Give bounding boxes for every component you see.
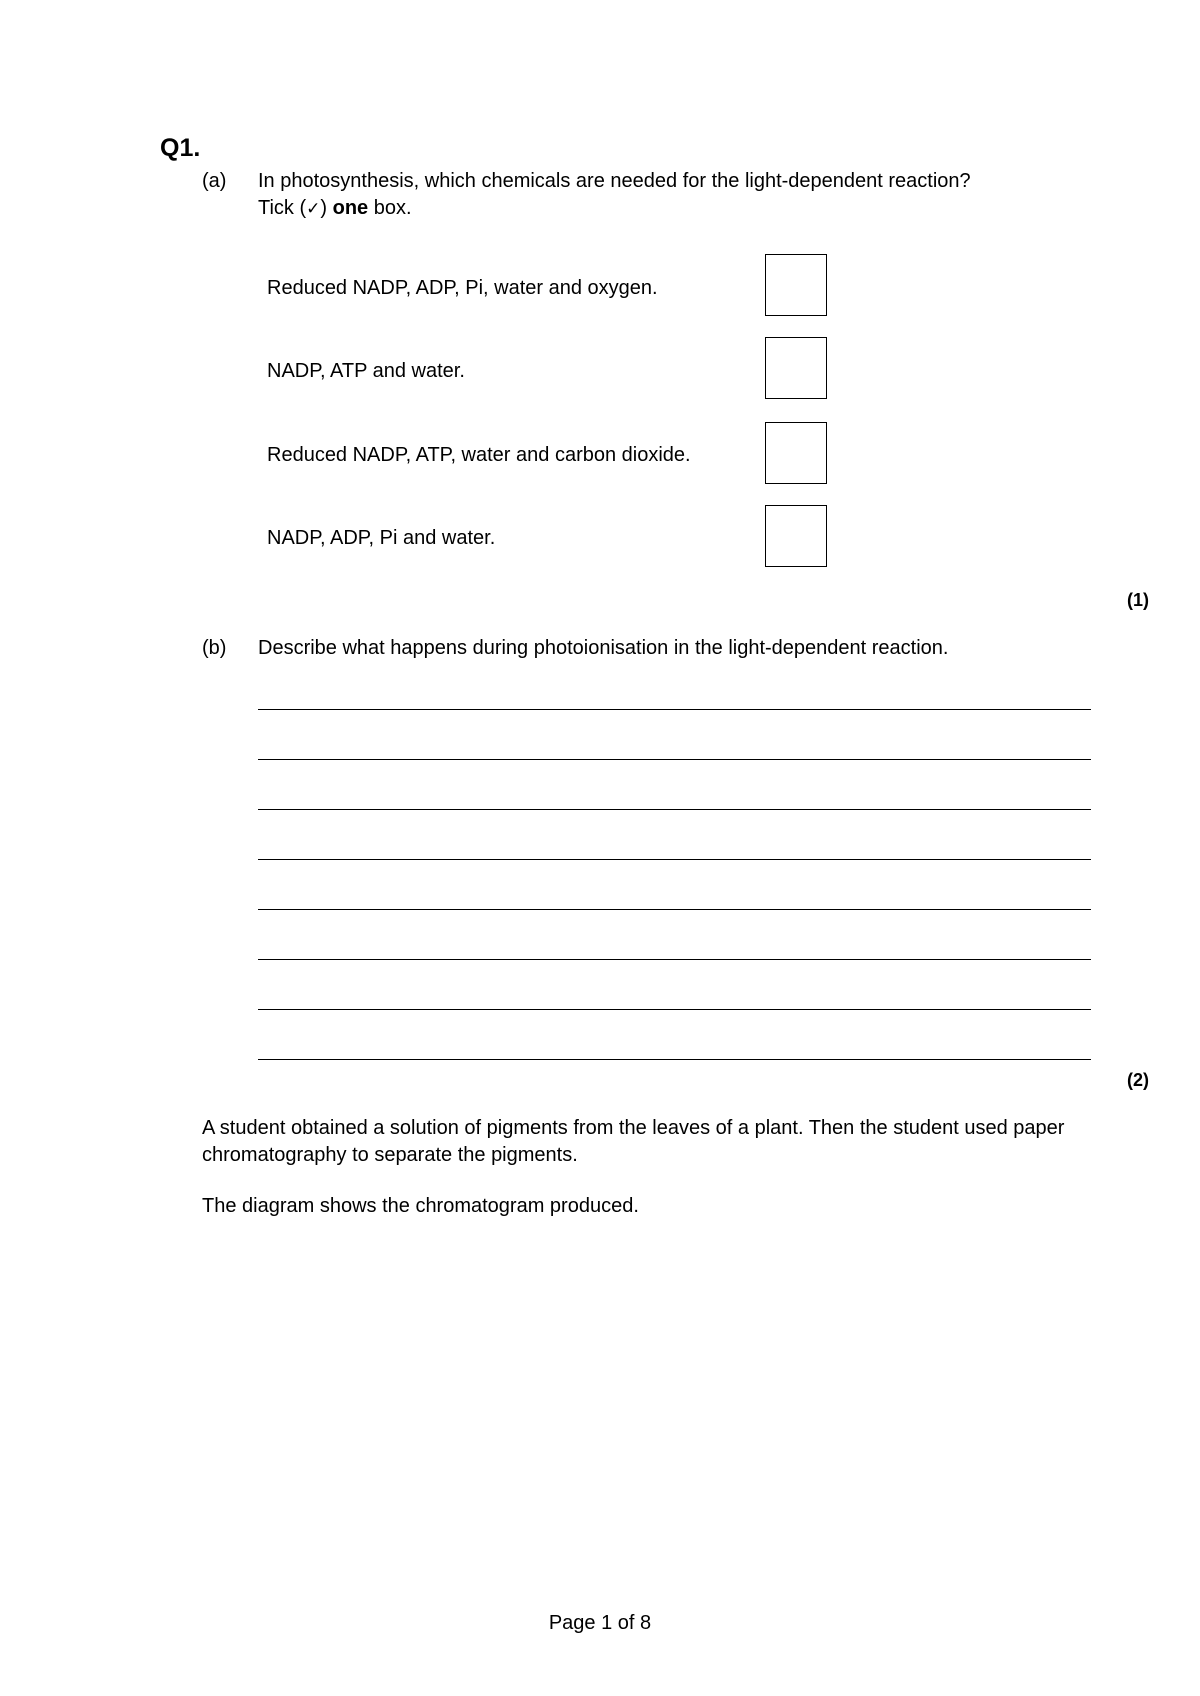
- answer-line[interactable]: [258, 709, 1091, 710]
- option-4-text: NADP, ADP, Pi and water.: [267, 527, 496, 549]
- answer-line[interactable]: [258, 809, 1091, 810]
- part-b-marks: (2): [1127, 1070, 1149, 1090]
- page-number: Page 1 of 8: [548, 1612, 652, 1634]
- part-b-prompt: Describe what happens during photoionisation in the light-dependent reaction.: [258, 637, 949, 659]
- option-3-tick-box[interactable]: [765, 422, 827, 484]
- part-a-label: (a): [202, 170, 227, 192]
- instruction-mid: ): [320, 197, 333, 219]
- answer-line[interactable]: [258, 1009, 1091, 1010]
- option-2-text: NADP, ATP and water.: [267, 360, 465, 382]
- part-a-instruction: [258, 197, 412, 220]
- option-1-text: Reduced NADP, ADP, Pi, water and oxygen.: [267, 277, 658, 299]
- context-paragraph-1: A student obtained a solution of pigments from the leaves of a plant. Then the student used paper chromatography to separate the pigments.: [202, 1117, 1065, 1166]
- answer-line[interactable]: [258, 909, 1091, 910]
- answer-line[interactable]: [258, 759, 1091, 760]
- option-2-tick-box[interactable]: [765, 337, 827, 399]
- tick-mark-icon: ✓: [306, 199, 321, 219]
- instruction-bold: one: [332, 197, 369, 219]
- part-a-marks: (1): [1127, 590, 1149, 610]
- answer-line[interactable]: [258, 859, 1091, 860]
- question-number: Q1.: [160, 134, 201, 162]
- option-4-tick-box[interactable]: [765, 505, 827, 567]
- option-3-text: Reduced NADP, ATP, water and carbon dioxide.: [267, 444, 691, 466]
- instruction-pre: Tick (: [258, 197, 307, 219]
- answer-line[interactable]: [258, 959, 1091, 960]
- instruction-post: box.: [368, 197, 412, 219]
- answer-line[interactable]: [258, 1059, 1091, 1060]
- part-a-prompt: In photosynthesis, which chemicals are needed for the light-dependent reaction?: [258, 170, 971, 192]
- context-paragraph-2: The diagram shows the chromatogram produced.: [202, 1195, 639, 1217]
- part-b-label: (b): [202, 637, 227, 659]
- option-1-tick-box[interactable]: [765, 254, 827, 316]
